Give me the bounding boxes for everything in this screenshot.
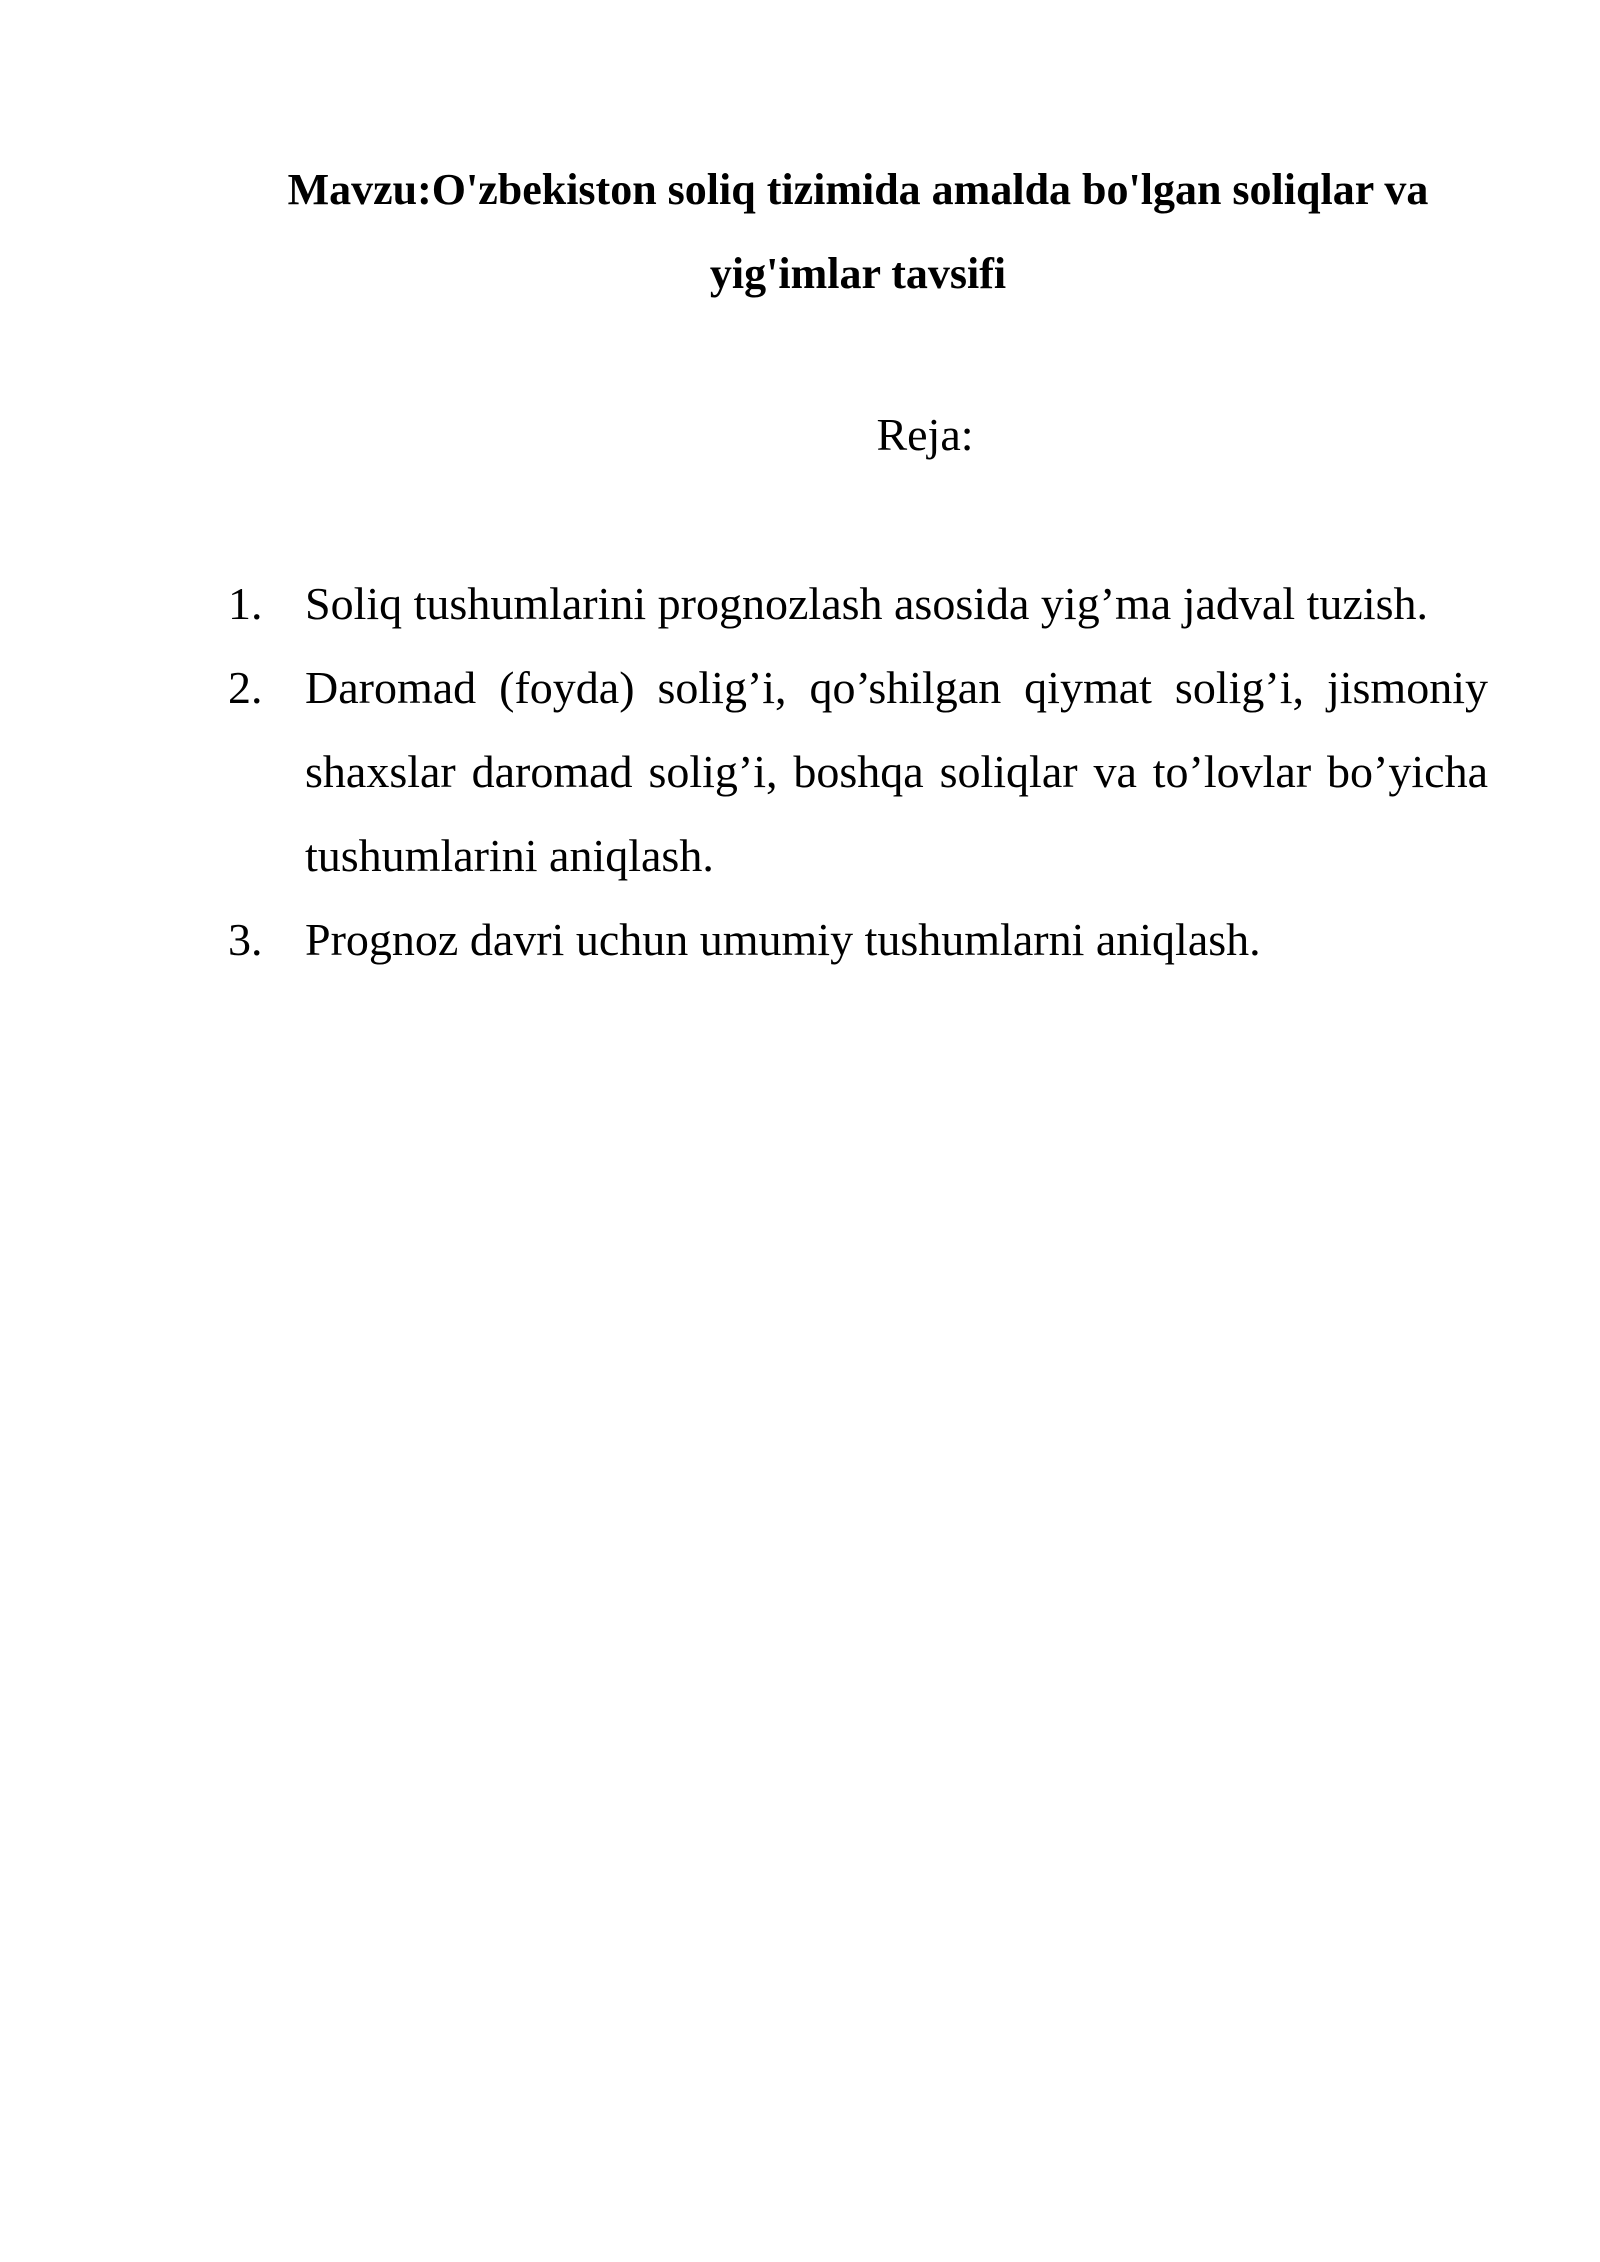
plan-item-text: Soliq tushumlarini prognozlash asosida yig’ma jadval tuzish.: [305, 578, 1429, 629]
plan-item-text: Daromad (foyda) solig’i, qo’shilgan qiymat solig’i, jismoniy shaxslar daromad solig’i, boshqa soliqlar va to’lovlar bo’yicha tushumlarini aniqlash.: [305, 662, 1488, 881]
plan-item-number: 1.: [228, 578, 263, 629]
plan-list: [228, 562, 1488, 982]
plan-item-number: 2.: [228, 662, 263, 713]
document-title: Mavzu:O'zbekiston soliq tizimida amalda bo'lgan soliqlar va yig'imlar tavsifi: [287, 165, 1429, 298]
plan-item: [228, 562, 1488, 646]
plan-item: [228, 646, 1488, 898]
plan-heading: Reja:: [876, 409, 974, 460]
plan-item-number: 3.: [228, 914, 263, 965]
plan-item-text: Prognoz davri uchun umumiy tushumlarni aniqlash.: [305, 914, 1261, 965]
plan-item: [228, 898, 1488, 982]
